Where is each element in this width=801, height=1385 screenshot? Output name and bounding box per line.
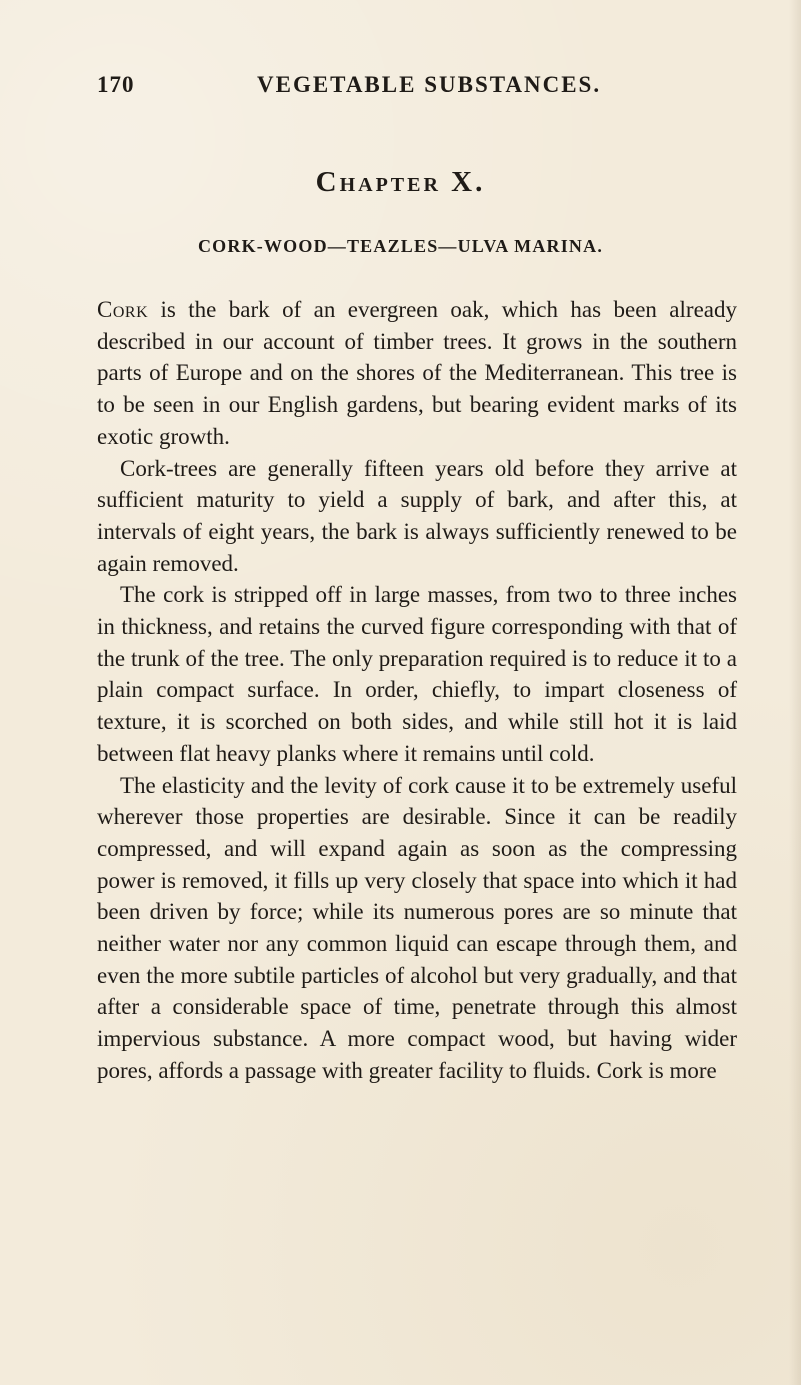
body-text	[97, 294, 737, 1087]
page-header	[97, 72, 731, 110]
chapter-title: Chapter X.	[315, 166, 486, 198]
paragraph-3: The cork is stripped off in large masses, from two to three inches in thickness, and retains the curved figure corresponding with that of the trunk of the tree. The only preparation required is to reduce it to a plain compact surface. In order, chiefly, to impart closeness of texture, it is scorched on both sides, and while still hot it is laid between flat heavy planks where it remains until cold.	[97, 582, 737, 766]
page-edge-shadow	[789, 0, 801, 1385]
page-number: 170	[97, 72, 135, 97]
paragraph-2: Cork-trees are generally fifteen years old before they arrive at sufficient maturity to yield a supply of bark, and after this, at intervals of eight years, the bark is always sufficiently renewed to be again removed.	[97, 455, 737, 576]
chapter-subtitle: CORK-WOOD—TEAZLES—ULVA MARINA.	[197, 236, 604, 256]
paragraph-1-text: is the bark of an evergreen oak, which has been already described in our account of timber trees. It grows in the southern parts of Europe and on the shores of the Mediterranean. This tree is to be seen in our English gardens, but bearing evident marks of its exotic growth.	[97, 297, 737, 449]
paragraph-1-lead: Cork	[97, 297, 149, 322]
paragraph-1	[97, 294, 737, 453]
paragraph-4: The elasticity and the levity of cork cause it to be extremely useful wherever those properties are desirable. Since it can be readily compressed, and will expand again as soon as the compressing power is removed, it fills up very closely that space into which it had been driven by force; while its numerous pores are so minute that neither water nor any common liquid can escape through them, and even the more subtile particles of alcohol but very gradually, and that after a considerable space of time, penetrate through this almost impervious substance. A more compact wood, but having wider pores, affords a passage with greater facility to fluids. Cork is more	[97, 772, 737, 1083]
running-head: VEGETABLE SUBSTANCES.	[257, 72, 602, 97]
